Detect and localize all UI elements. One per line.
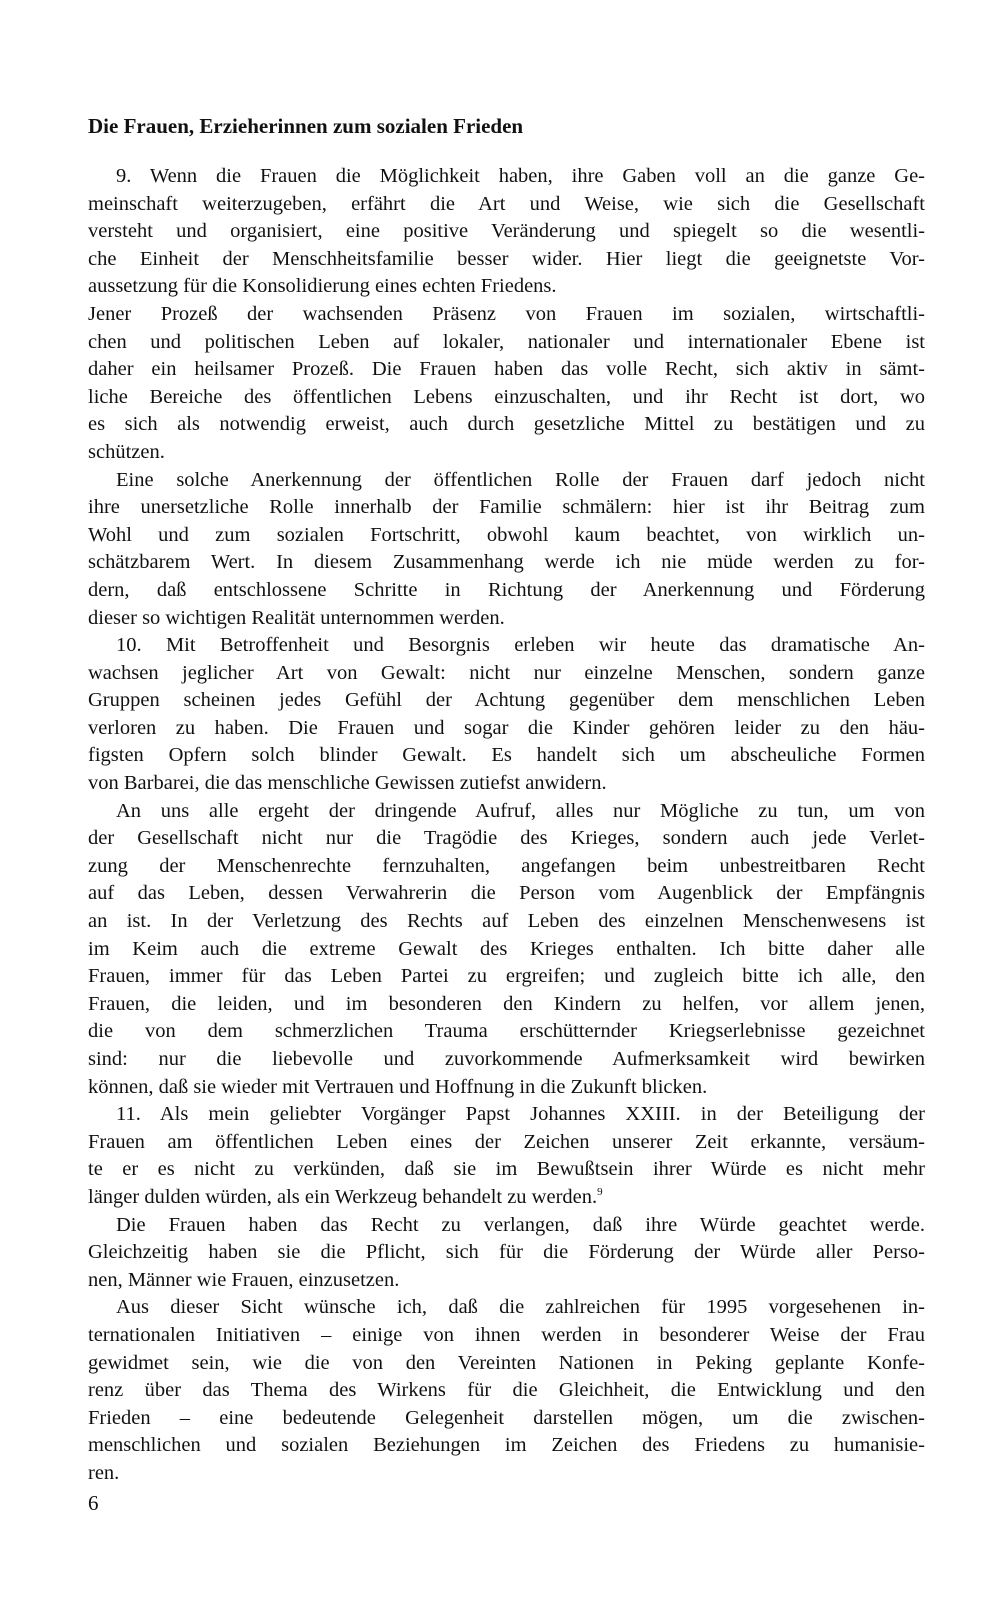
text-line (88, 439, 925, 467)
text-line (88, 1405, 925, 1433)
line-text: Die Frauen haben das Recht zu verlangen, daß ihre Würde geachtet werde. (116, 1213, 925, 1236)
text-line (88, 880, 925, 908)
text-line (88, 246, 925, 274)
paragraph (88, 467, 925, 633)
line-text: Gleichzeitig haben sie die Pflicht, sich für die Förderung der Würde aller Perso- (88, 1241, 925, 1264)
text-line (88, 1432, 925, 1460)
text-line (88, 798, 925, 826)
text-line (88, 1322, 925, 1350)
text-line (88, 770, 925, 798)
line-text: chen und politischen Leben auf lokaler, nationaler und internationaler Ebene ist (88, 330, 925, 353)
line-text: die von dem schmerzlichen Trauma erschütternder Kriegserlebnisse gezeichnet (88, 1020, 925, 1043)
line-text: zung der Menschenrechte fernzuhalten, angefangen beim unbestreitbaren Recht (88, 854, 925, 877)
line-text: 10. Mit Betroffenheit und Besorgnis erleben wir heute das dramatische An- (116, 634, 925, 657)
text-line (88, 467, 925, 495)
line-text: versteht und organisiert, eine positive Veränderung und spiegelt so die wesentli- (88, 220, 925, 243)
text-line (88, 1460, 925, 1488)
text-line (88, 908, 925, 936)
line-text: figsten Opfern solch blinder Gewalt. Es handelt sich um abscheuliche Formen (88, 744, 925, 767)
text-line (88, 1184, 925, 1212)
text-line (88, 329, 925, 357)
line-text: renz über das Thema des Wirkens für die Gleichheit, die Entwicklung und den (88, 1379, 925, 1402)
line-text: che Einheit der Menschheitsfamilie besser wider. Hier liegt die geeignetste Vor- (88, 247, 925, 270)
text-line (88, 853, 925, 881)
line-text: schätzbarem Wert. In diesem Zusammenhang werde ich nie müde werden zu for- (88, 551, 925, 574)
line-text: der Gesellschaft nicht nur die Tragödie des Krieges, sondern auch jede Verlet- (88, 827, 925, 850)
line-text: Gruppen scheinen jedes Gefühl der Achtung gegenüber dem menschlichen Leben (88, 689, 925, 712)
line-text: verloren zu haben. Die Frauen und sogar die Kinder gehören leider zu den häu- (88, 716, 925, 739)
text-line (88, 163, 925, 191)
line-text: länger dulden würden, als ein Werkzeug behandelt zu werden. (88, 1185, 598, 1208)
line-text: te er es nicht zu verkünden, daß sie im Bewußtsein ihrer Würde es nicht mehr (88, 1158, 925, 1181)
text-line (88, 1212, 925, 1240)
line-text: daher ein heilsamer Prozeß. Die Frauen haben das volle Recht, sich aktiv in sämt- (88, 358, 925, 381)
line-text: gewidmet sein, wie die von den Vereinten Nationen in Peking geplante Konfe- (88, 1351, 925, 1374)
text-line (88, 742, 925, 770)
text-line (88, 411, 925, 439)
text-line (88, 1267, 925, 1295)
line-text: liche Bereiche des öffentlichen Lebens einzuschalten, und ihr Recht ist dort, wo (88, 385, 925, 408)
line-text: Frieden – eine bedeutende Gelegenheit darstellen mögen, um die zwischen- (88, 1406, 925, 1429)
paragraph (88, 798, 925, 1102)
line-text: es sich als notwendig erweist, auch durch gesetzliche Mittel zu bestätigen und zu (88, 413, 925, 436)
text-line (88, 384, 925, 412)
line-text: auf das Leben, dessen Verwahrerin die Person vom Augenblick der Empfängnis (88, 882, 925, 905)
line-text: meinschaft weiterzugeben, erfährt die Art und Weise, wie sich die Gesellschaft (88, 192, 925, 215)
text-line (88, 522, 925, 550)
paragraph (88, 301, 925, 467)
text-line (88, 1350, 925, 1378)
line-text: Frauen am öffentlichen Leben eines der Zeichen unserer Zeit erkannte, versäum- (88, 1130, 925, 1153)
text-line (88, 1156, 925, 1184)
line-text: menschlichen und sozialen Beziehungen im Zeichen des Friedens zu humanisie- (88, 1434, 925, 1457)
text-line (88, 494, 925, 522)
text-line (88, 660, 925, 688)
text-line (88, 825, 925, 853)
text-line (88, 687, 925, 715)
text-line (88, 1377, 925, 1405)
text-line (88, 1294, 925, 1322)
text-line (88, 632, 925, 660)
paragraph (88, 1101, 925, 1211)
line-text: von Barbarei, die das menschliche Gewissen zutiefst anwidern. (88, 772, 607, 795)
line-text: Wohl und zum sozialen Fortschritt, obwohl kaum beachtet, von wirklich un- (88, 523, 925, 546)
line-text: Aus dieser Sicht wünsche ich, daß die zahlreichen für 1995 vorgesehenen in- (116, 1296, 925, 1319)
line-text: dern, daß entschlossene Schritte in Richtung der Anerkennung und Förderung (88, 578, 925, 601)
text-line (88, 218, 925, 246)
text-line (88, 191, 925, 219)
text-line (88, 1074, 925, 1102)
text-line (88, 715, 925, 743)
line-text: nen, Männer wie Frauen, einzusetzen. (88, 1268, 400, 1291)
text-line (88, 549, 925, 577)
paragraph (88, 1294, 925, 1487)
text-line (88, 1101, 925, 1129)
line-text: Eine solche Anerkennung der öffentlichen Rolle der Frauen darf jedoch nicht (116, 468, 925, 491)
body-text (88, 163, 925, 1488)
text-line (88, 936, 925, 964)
text-line (88, 1046, 925, 1074)
paragraph (88, 163, 925, 301)
line-text: Frauen, die leiden, und im besonderen den Kindern zu helfen, vor allem jenen, (88, 992, 925, 1015)
text-line (88, 273, 925, 301)
line-text: im Keim auch die extreme Gewalt des Krieges enthalten. Ich bitte daher alle (88, 937, 925, 960)
line-text: ren. (88, 1461, 120, 1484)
line-text: schützen. (88, 440, 165, 463)
line-text: 11. Als mein geliebter Vorgänger Papst Johannes XXIII. in der Beteiligung der (116, 1103, 925, 1126)
line-text: aussetzung für die Konsolidierung eines echten Friedens. (88, 275, 557, 298)
line-text: wachsen jeglicher Art von Gewalt: nicht nur einzelne Menschen, sondern ganze (88, 661, 925, 684)
text-line (88, 1018, 925, 1046)
line-text: 9. Wenn die Frauen die Möglichkeit haben, ihre Gaben voll an die ganze Ge- (116, 165, 925, 187)
text-line (88, 991, 925, 1019)
paragraph (88, 632, 925, 798)
line-text: können, daß sie wieder mit Vertrauen und Hoffnung in die Zukunft blicken. (88, 1075, 708, 1098)
text-line (88, 356, 925, 384)
page-number: 6 (88, 1491, 99, 1515)
line-text: an ist. In der Verletzung des Rechts auf Leben des einzelnen Menschenwesens ist (88, 910, 925, 933)
footnote-marker: 9 (597, 1186, 603, 1199)
text-line (88, 577, 925, 605)
line-text: Frauen, immer für das Leben Partei zu ergreifen; und zugleich bitte ich alle, den (88, 965, 925, 988)
line-text: sind: nur die liebevolle und zuvorkommende Aufmerksamkeit wird bewirken (88, 1048, 925, 1070)
line-text: ternationalen Initiativen – einige von ihnen werden in besonderer Weise der Frau (88, 1323, 925, 1346)
text-line (88, 963, 925, 991)
text-line (88, 1129, 925, 1157)
section-heading: Die Frauen, Erzieherinnen zum sozialen Frieden (88, 114, 524, 138)
line-text: An uns alle ergeht der dringende Aufruf, alles nur Mögliche zu tun, um von (116, 799, 925, 822)
text-line (88, 605, 925, 633)
text-line (88, 1239, 925, 1267)
paragraph (88, 1212, 925, 1295)
text-line (88, 301, 925, 329)
line-text: ihre unersetzliche Rolle innerhalb der Familie schmälern: hier ist ihr Beitrag zum (88, 496, 925, 519)
line-text: dieser so wichtigen Realität unternommen werden. (88, 606, 505, 629)
line-text: Jener Prozeß der wachsenden Präsenz von Frauen im sozialen, wirtschaftli- (88, 302, 925, 325)
